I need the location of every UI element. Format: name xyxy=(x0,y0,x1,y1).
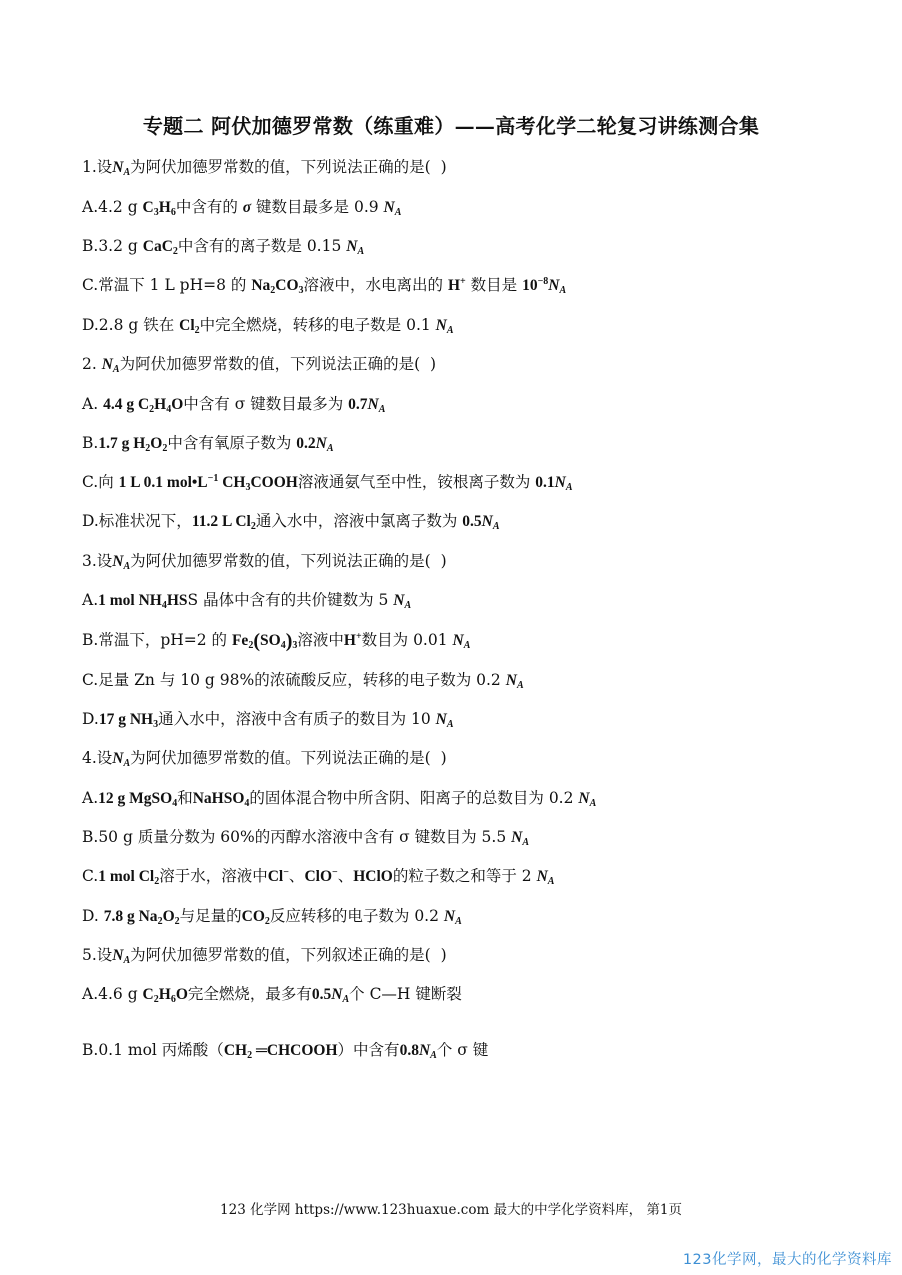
question-4-option-a: A.12 g MgSO$_4$和NaHSO$_4$的固体混合物中所含阴、阳离子的总数目为 0.2 $N_A$ xyxy=(82,789,597,809)
question-2-option-b: B.1.7 g $H_2O_2$中含有氧原子数为 $0.2N_A$ xyxy=(82,434,334,454)
question-1-stem: 1.设$N_A$为阿伏加德罗常数的值，下列说法正确的是( ) xyxy=(82,158,447,178)
question-3-option-b: B.常温下，pH=2 的 $Fe_2(SO_4)_3$溶液中H+数目为 0.01 $N_A$ xyxy=(82,630,471,652)
question-1-option-c: C.常温下 1 L pH=8 的 $Na_2CO_3$溶液中，水电离出的 H+ 数目是 $10^{-8}N_A$ xyxy=(82,276,567,296)
site-watermark: 123化学网，最大的化学资料库 xyxy=(682,1252,892,1268)
question-5-stem: 5.设$N_A$为阿伏加德罗常数的值，下列叙述正确的是( ) xyxy=(82,946,447,966)
question-4-stem: 4.设$N_A$为阿伏加德罗常数的值。下列说法正确的是( ) xyxy=(82,749,447,769)
question-3-stem: 3.设$N_A$为阿伏加德罗常数的值，下列说法正确的是( ) xyxy=(82,552,447,572)
question-4-option-c: C.1 mol $Cl_2$溶于水，溶液中Cl−、ClO−、HClO的粒子数之和等于 2 $N_A$ xyxy=(82,867,555,887)
question-2-option-c: C.向 1 L 0.1 $mol•L^{-1}$ $CH_3COOH$溶液通氨气至中性，铵根离子数为 $0.1N_A$ xyxy=(82,473,573,493)
question-4-option-d: D. 7.8 g $Na_2O_2$与足量的$CO_2$反应转移的电子数为 0.2 $N_A$ xyxy=(82,907,462,927)
question-2-stem: 2. $N_A$为阿伏加德罗常数的值，下列说法正确的是( ) xyxy=(82,355,437,375)
question-2-option-d: D.标准状况下，11.2 L $Cl_2$通入水中，溶液中氯离子数为 $0.5N_A$ xyxy=(82,512,500,532)
question-1-option-d: D.2.8 g 铁在 $Cl_2$中完全燃烧，转移的电子数是 0.1 $N_A$ xyxy=(82,316,454,336)
document-title: 专题二 阿伏加德罗常数（练重难）——高考化学二轮复习讲练测合集 xyxy=(142,114,760,138)
question-3-option-a: A.1 mol $NH_4HSS$ 晶体中含有的共价键数为 5 $N_A$ xyxy=(82,591,412,611)
page-footer: 123 化学网 https://www.123huaxue.com 最大的中学化学资料库， 第1页 xyxy=(220,1202,682,1218)
question-5-option-b: B.0.1 mol 丙烯酸（$CH_2$ ═CHCOOH）中含有$0.8N_A$个 σ 键 xyxy=(82,1041,489,1061)
question-5-option-a: A.4.6 g $C_2H_6O$完全燃烧，最多有$0.5N_A$个 C—H 键断裂 xyxy=(82,985,462,1005)
question-3-option-c: C.足量 Zn 与 10 g 98%的浓硫酸反应，转移的电子数为 0.2 $N_A$ xyxy=(82,671,524,691)
question-3-option-d: D.17 g $NH_3$通入水中，溶液中含有质子的数目为 10 $N_A$ xyxy=(82,710,454,730)
question-2-option-a: A. 4.4 g $C_2H_4O$中含有 σ 键数目最多为 $0.7N_A$ xyxy=(82,395,386,415)
question-1-option-a: A.4.2 g $C_3H_6$中含有的 σ 键数目最多是 0.9 $N_A$ xyxy=(82,198,402,218)
question-1-option-b: B.3.2 g CaC$_2$中含有的离子数是 0.15 $N_A$ xyxy=(82,237,365,257)
question-4-option-b: B.50 g 质量分数为 60%的丙醇水溶液中含有 σ 键数目为 5.5 $N_A$ xyxy=(82,828,530,848)
